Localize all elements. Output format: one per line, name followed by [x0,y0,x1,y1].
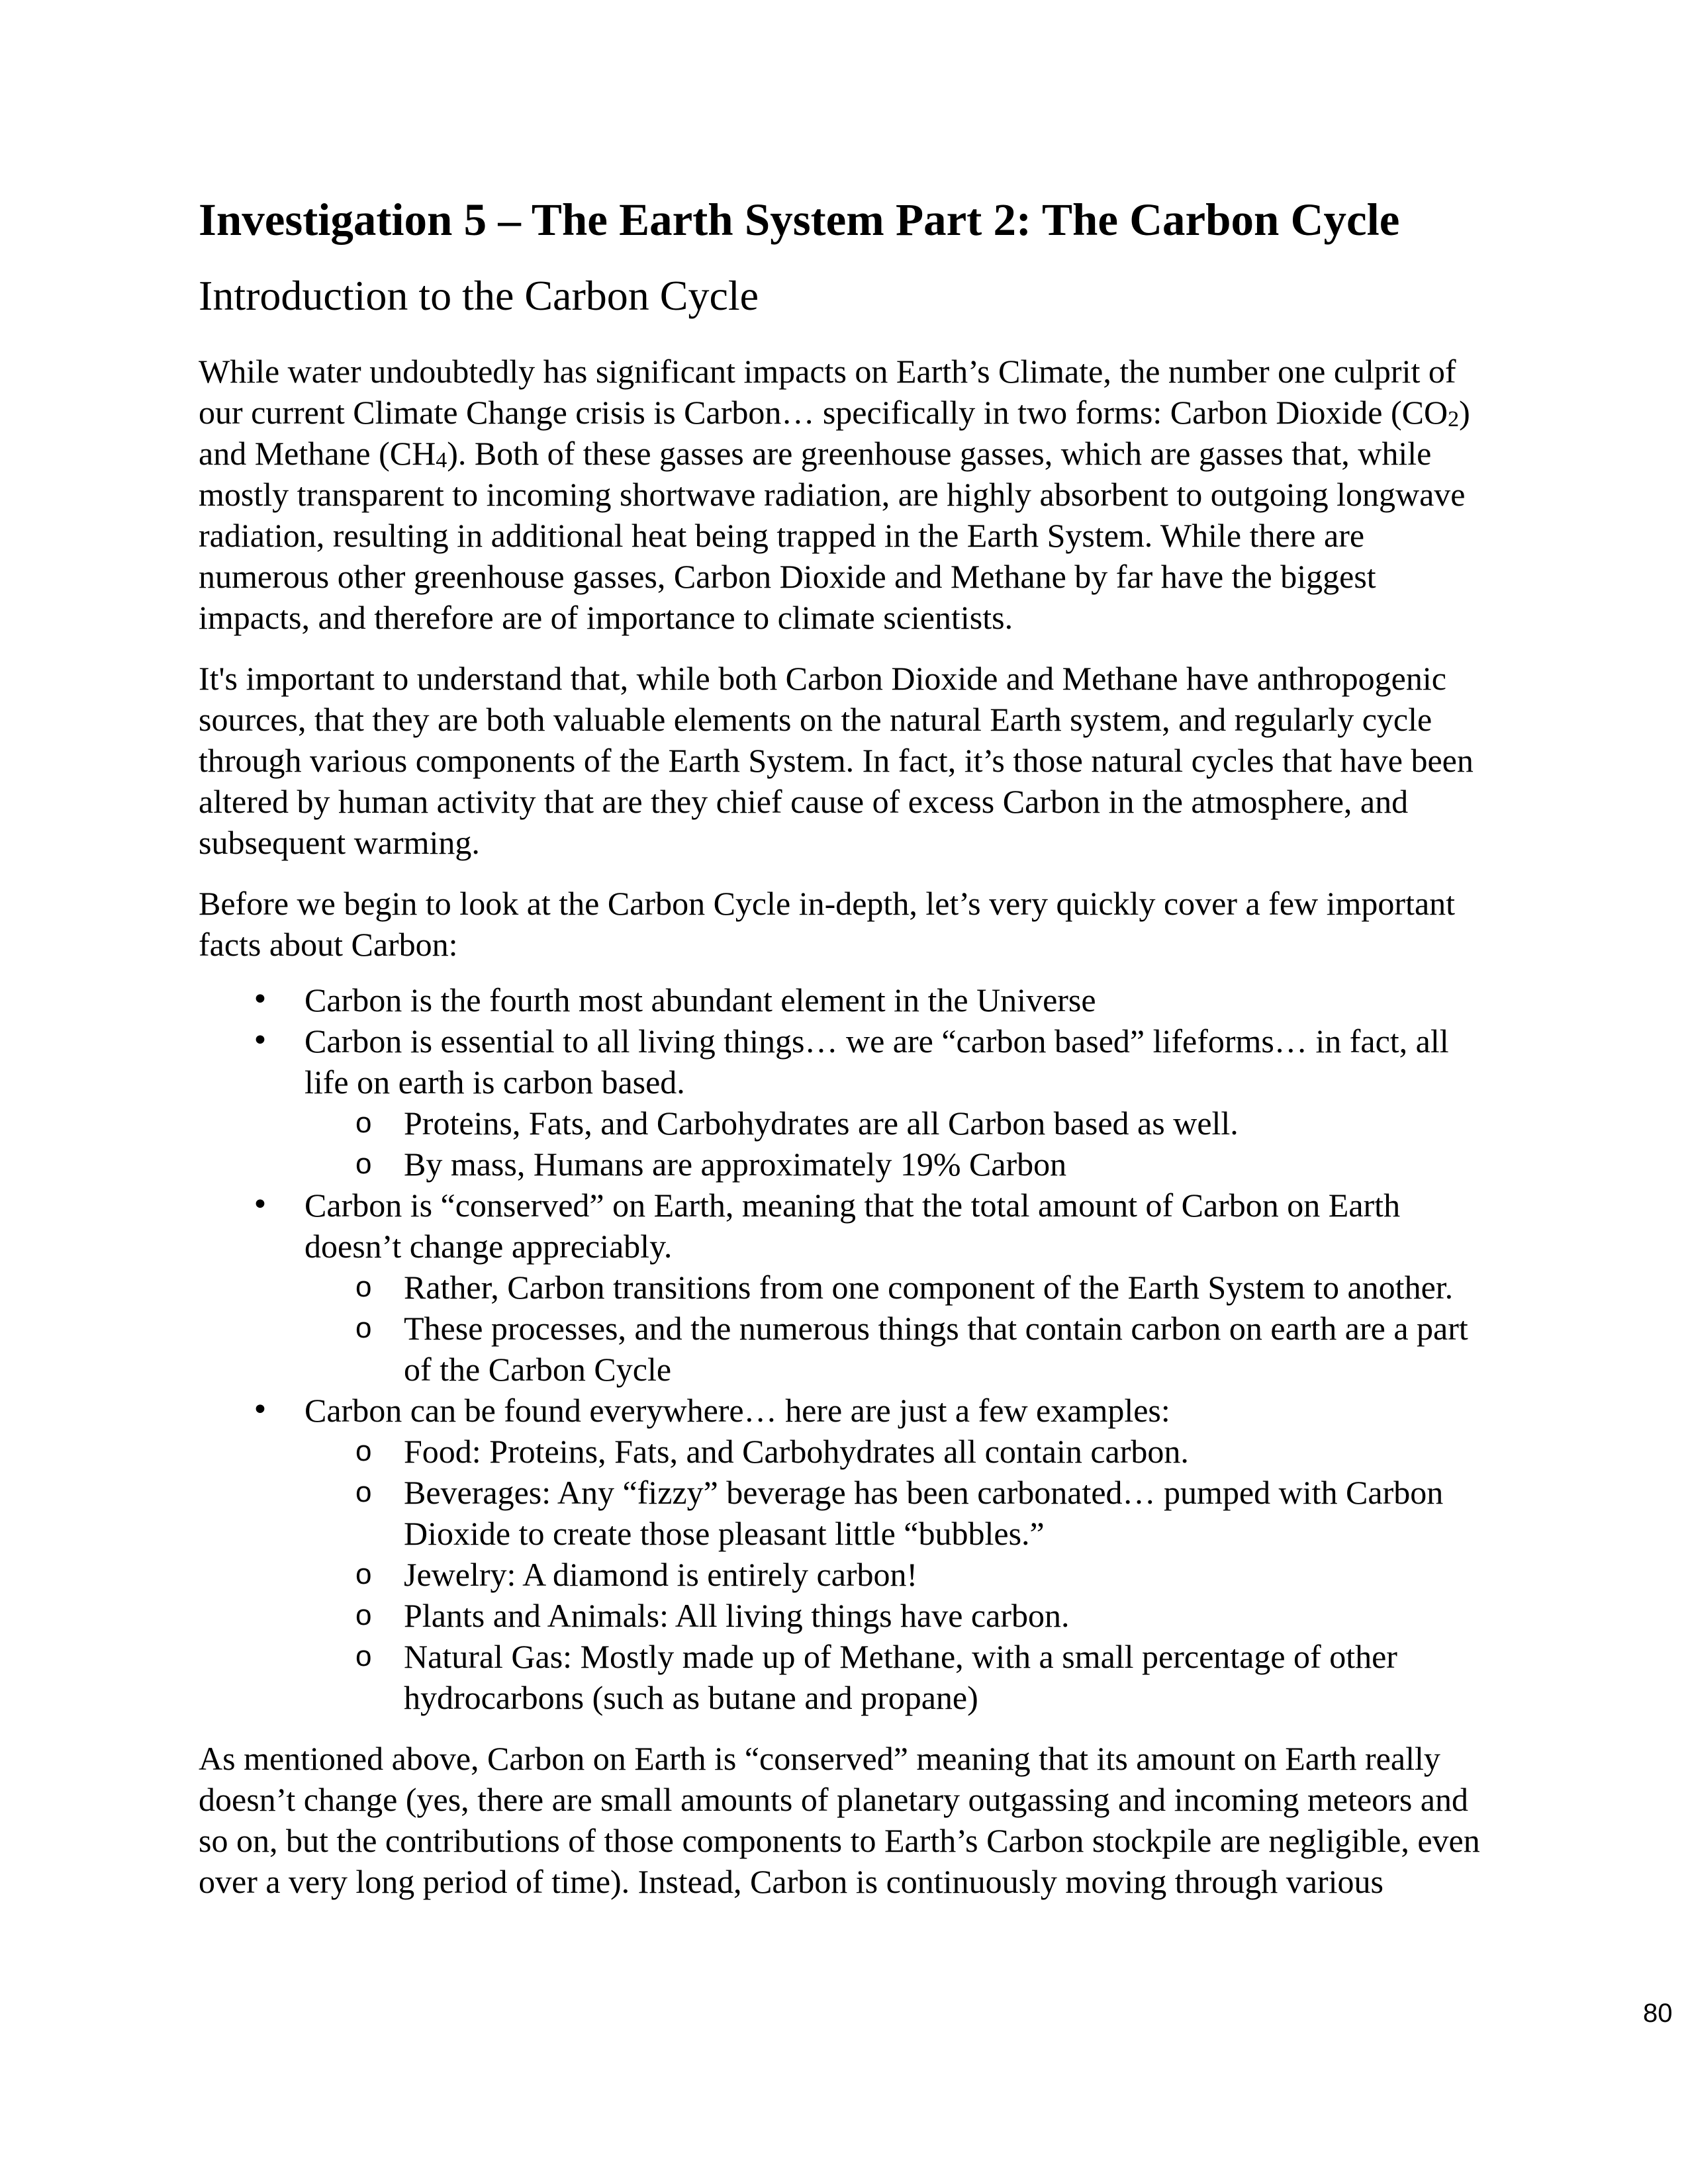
sub-list-item-text: Plants and Animals: All living things have carbon. [404,1597,1070,1634]
paragraph-intro-part-c: ). Both of these gasses are greenhouse gasses, which are gasses that, while mostly transparent to incoming shortwave radiation, are highly absorbent to outgoing longwave radiation, resulting in additional heat being trapped in the Earth System. While there are numerous other greenhouse gasses, Carbon Dioxide and Methane by far have the biggest impacts, and therefore are of importance to climate scientists. [199,435,1466,636]
bullet-icon: • [252,1188,269,1222]
paragraph-intro [199,351,1489,638]
list-item [199,979,1489,1021]
section-heading: Introduction to the Carbon Cycle [199,272,759,319]
page-number: 80 [1643,1999,1673,2028]
sub-list-item-text: These processes, and the numerous things that contain carbon on earth are a part of the Carbon Cycle [404,1310,1468,1388]
paragraph-facts-intro: Before we begin to look at the Carbon Cycle in-depth, let’s very quickly cover a few important facts about Carbon: [199,885,1456,963]
paragraph-conserved: As mentioned above, Carbon on Earth is “conserved” meaning that its amount on Earth really doesn’t change (yes, there are small amounts of planetary outgassing and incoming meteors and so on, but the contributions of those components to Earth’s Carbon stockpile are negligible, even over a very long period of time). Instead, Carbon is continuously moving through various [199,1740,1480,1900]
bullet-icon: • [252,1024,269,1058]
circle-bullet-icon: o [355,1558,372,1590]
sub-list-item [305,1595,1489,1636]
list-item [199,1021,1489,1185]
bullet-icon: • [252,1393,269,1427]
sub-list-item-text: Jewelry: A diamond is entirely carbon! [404,1556,918,1593]
paragraph-anthropogenic: It's important to understand that, while both Carbon Dioxide and Methane have anthropogenic sources, that they are both valuable elements on the natural Earth system, and regularly cycle through various components of the Earth System. In fact, it’s those natural cycles that have been altered by human activity that are they chief cause of excess Carbon in the atmosphere, and subsequent warming. [199,660,1474,861]
page-title: Investigation 5 – The Earth System Part 2: The Carbon Cycle [199,195,1400,245]
list-item-text: Carbon is essential to all living things… we are “carbon based” lifeforms… in fact, all life on earth is carbon based. [305,1023,1449,1101]
circle-bullet-icon: o [355,1476,372,1508]
sub-list-item-text: Rather, Carbon transitions from one component of the Earth System to another. [404,1269,1454,1306]
paragraph-intro-part-b: ) and Methane (CH [199,394,1470,472]
circle-bullet-icon: o [355,1640,372,1672]
carbon-facts-list [199,979,1489,1718]
sub-list-item [305,1308,1489,1390]
list-item-text: Carbon is the fourth most abundant element in the Universe [305,981,1096,1019]
sub-list-item [305,1267,1489,1308]
list-item-text: Carbon can be found everywhere… here are just a few examples: [305,1392,1170,1429]
sub-list-item-text: By mass, Humans are approximately 19% Carbon [404,1146,1067,1183]
circle-bullet-icon: o [355,1271,372,1303]
circle-bullet-icon: o [355,1148,372,1180]
body-text [199,351,1489,1922]
circle-bullet-icon: o [355,1107,372,1139]
circle-bullet-icon: o [355,1312,372,1344]
sub-list-item [305,1144,1489,1185]
circle-bullet-icon: o [355,1435,372,1467]
circle-bullet-icon: o [355,1599,372,1631]
ch4-subscript: 4 [436,448,447,473]
sub-list-item [305,1636,1489,1718]
co2-subscript: 2 [1448,407,1460,432]
sub-list [305,1103,1489,1185]
list-item-text: Carbon is “conserved” on Earth, meaning that the total amount of Carbon on Earth doesn’t change appreciably. [305,1187,1401,1265]
sub-list [305,1267,1489,1390]
sub-list-item-text: Beverages: Any “fizzy” beverage has been carbonated… pumped with Carbon Dioxide to create those pleasant little “bubbles.” [404,1474,1444,1552]
sub-list-item-text: Proteins, Fats, and Carbohydrates are all Carbon based as well. [404,1105,1239,1142]
list-item [199,1185,1489,1390]
paragraph-intro-part-a: While water undoubtedly has significant impacts on Earth’s Climate, the number one culprit of our current Climate Change crisis is Carbon… specifically in two forms: Carbon Dioxide (CO [199,353,1456,431]
list-item [199,1390,1489,1718]
sub-list-item [305,1554,1489,1595]
bullet-icon: • [252,983,269,1017]
sub-list-item [305,1103,1489,1144]
sub-list [305,1431,1489,1718]
sub-list-item [305,1472,1489,1554]
sub-list-item-text: Natural Gas: Mostly made up of Methane, with a small percentage of other hydrocarbons (such as butane and propane) [404,1638,1397,1716]
sub-list-item-text: Food: Proteins, Fats, and Carbohydrates all contain carbon. [404,1433,1189,1470]
sub-list-item [305,1431,1489,1472]
